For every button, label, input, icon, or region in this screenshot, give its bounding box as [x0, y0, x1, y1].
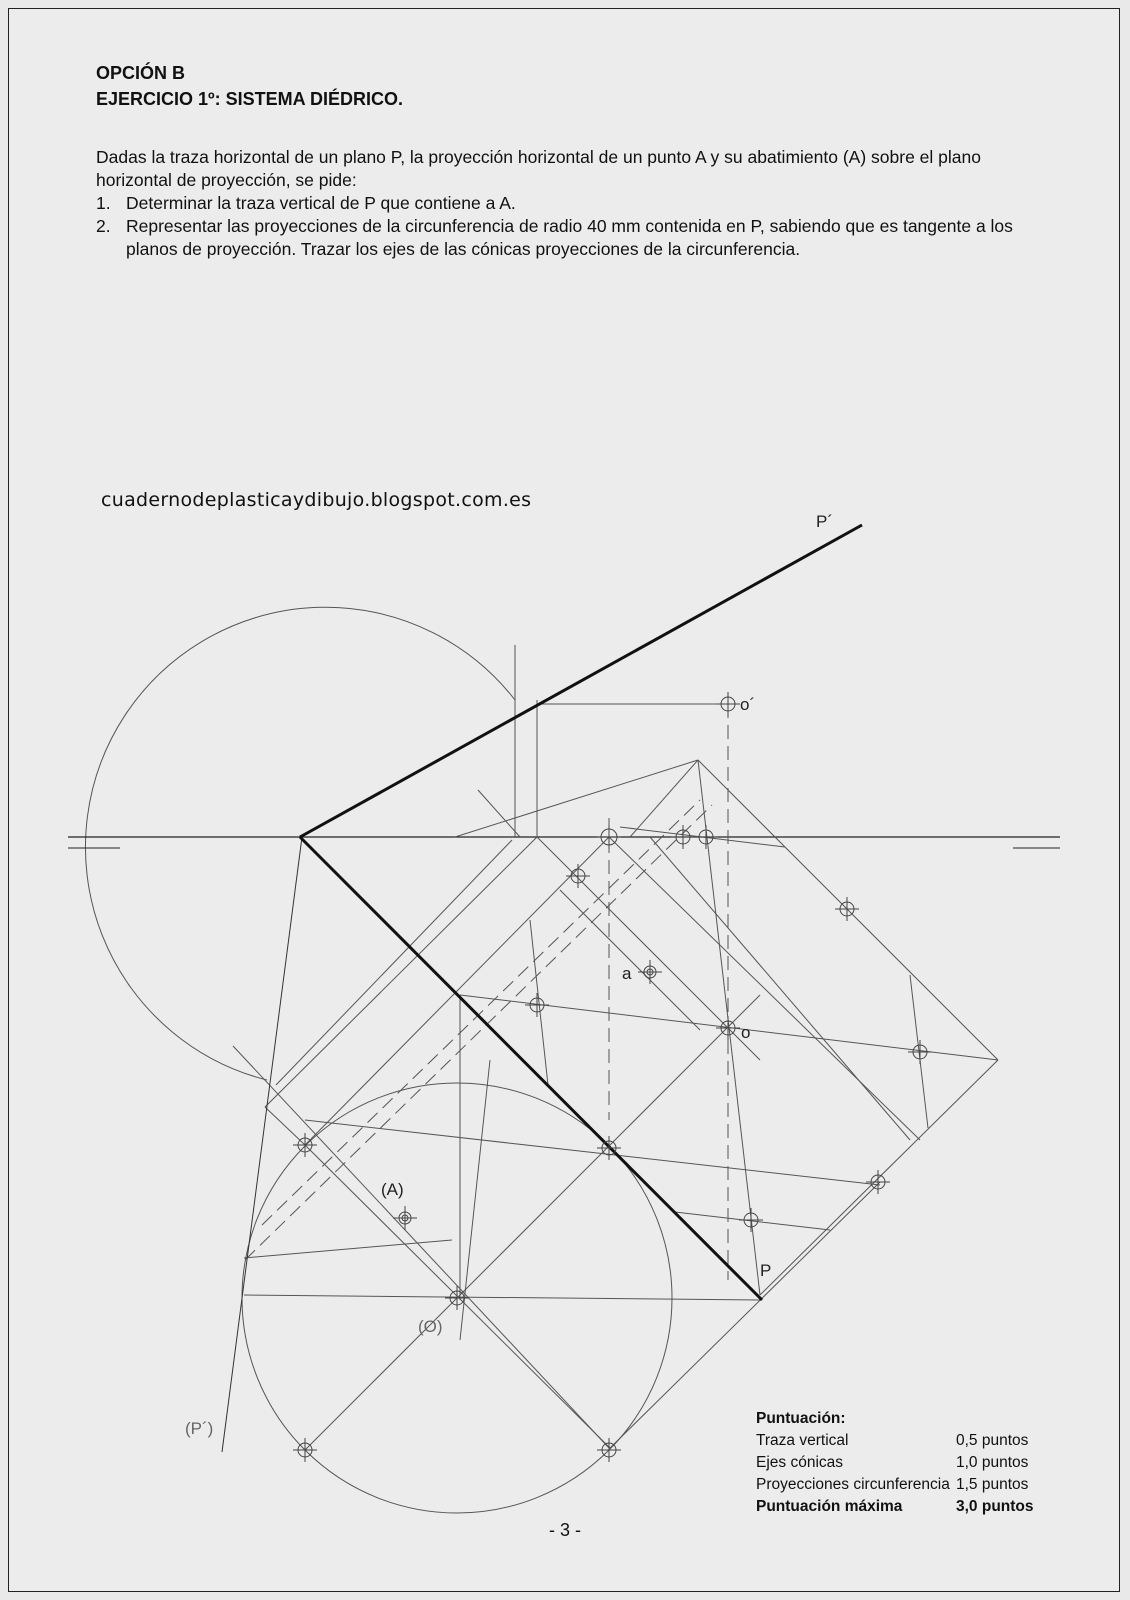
crosshair-marker [638, 960, 662, 984]
exercise-title: EJERCICIO 1º: SISTEMA DIÉDRICO. [96, 89, 403, 109]
score-value: 0,5 puntos [956, 1432, 1029, 1449]
score-total-value: 3,0 puntos [956, 1498, 1034, 1515]
abatted-trace [222, 837, 302, 1452]
crosshair-marker [908, 1040, 932, 1064]
horizontal-trace-P [300, 837, 762, 1300]
item-number: 1. [96, 193, 111, 213]
score-value: 1,0 puntos [956, 1454, 1029, 1471]
score-label: Proyecciones circunferencia [756, 1476, 950, 1493]
score-row [756, 1430, 1046, 1452]
score-total-row [756, 1496, 1046, 1518]
crosshair-marker [393, 1206, 417, 1230]
crosshair-marker [739, 1208, 763, 1232]
label-o-abatted: (O) [418, 1317, 443, 1336]
score-total-label: Puntuación máxima [756, 1498, 903, 1515]
label-p: P [760, 1261, 772, 1280]
crosshair-marker [671, 825, 695, 849]
score-label: Traza vertical [756, 1432, 849, 1449]
score-label: Ejes cónicas [756, 1454, 844, 1471]
statement-intro: Dadas la traza horizontal de un plano P, la proyección horizontal de un punto A y su abatimiento (A) sobre el plano horizontal de proyección, se pide: [96, 147, 981, 190]
item-text: Determinar la traza vertical de P que contiene a A. [126, 193, 516, 213]
score-table [756, 1408, 1046, 1518]
label-p-vertical: P´ [816, 512, 833, 531]
vertical-trace-P [300, 525, 862, 837]
score-value: 1,5 puntos [956, 1476, 1029, 1493]
crosshair-marker [716, 692, 740, 716]
page-number: - 3 - [548, 1520, 581, 1540]
watermark-url: cuadernodeplasticaydibujo.blogspot.com.es [101, 489, 532, 511]
score-row [756, 1452, 1046, 1474]
crosshair-marker [866, 1170, 890, 1194]
label-p-abatted: (P´) [185, 1419, 214, 1438]
score-title: Puntuación: [756, 1410, 846, 1427]
label-a: a [622, 964, 632, 983]
label-o-vertical: o´ [740, 695, 756, 714]
crosshair-marker [694, 825, 718, 849]
arc-construction [85, 607, 515, 1080]
item-number: 2. [96, 216, 111, 236]
option-title: OPCIÓN B [96, 63, 186, 83]
crosshair-marker [525, 993, 549, 1017]
crosshair-marker [566, 864, 590, 888]
item-text: Representar las proyecciones de la circunferencia de radio 40 mm contenida en P, sabiendo que es tangente a los planos de proyección. Trazar los ejes de las cónicas proyecciones de la circunferencia. [126, 216, 1013, 259]
label-o: o [741, 1023, 751, 1042]
label-a-abatted: (A) [381, 1180, 404, 1199]
score-row [756, 1474, 1046, 1496]
